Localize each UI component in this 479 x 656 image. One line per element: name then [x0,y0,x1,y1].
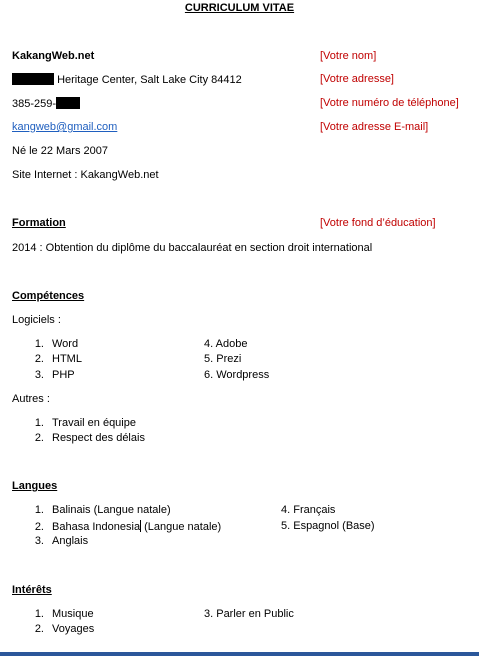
placeholder-phone: [Votre numéro de téléphone] [320,97,459,109]
placeholder-education: [Votre fond d’éducation] [320,217,436,229]
list-item: 5. Prezi [204,353,242,365]
birth-date: Né le 22 Mars 2007 [12,145,108,157]
list-item: 3. Anglais [34,535,89,547]
list-item: 4. Français [281,504,336,516]
logiciels-label: Logiciels : [12,314,61,326]
list-item: 2. HTML [34,353,82,365]
list-item: 1. Travail en équipe [34,417,136,429]
formation-heading: Formation [12,217,66,229]
address-text: Heritage Center, Salt Lake City 84412 [57,74,242,86]
interets-heading: Intérêts [12,584,52,596]
placeholder-address: [Votre adresse] [320,73,394,85]
formation-entry: 2014 : Obtention du diplôme du baccalauréat en section droit international [12,242,373,254]
list-item: 2. Voyages [34,623,95,635]
list-item: 2. Respect des délais [34,432,145,444]
phone-line [12,97,80,111]
redacted-block [12,73,54,85]
competences-heading: Compétences [12,290,85,302]
phone-prefix: 385-259- [12,98,57,110]
list-item: 1. Musique [34,608,94,620]
redacted-block [56,97,80,109]
placeholder-name: [Votre nom] [320,50,377,62]
autres-label: Autres : [12,393,50,405]
list-item: 2. Bahasa Indonesia (Langue natale) [34,521,222,533]
list-item: 1. Word [34,338,79,350]
list-item: 3. Parler en Public [204,608,294,620]
list-item: 3. PHP [34,369,75,381]
list-item: 1. Balinais (Langue natale) [34,504,171,516]
list-item: 6. Wordpress [204,369,270,381]
document-title: CURRICULUM VITAE [184,2,295,14]
bottom-rule [0,652,479,656]
website-line: Site Internet : KakangWeb.net [12,169,159,181]
list-item: 5. Espagnol (Base) [281,520,375,532]
langues-heading: Langues [12,480,58,492]
email-link[interactable]: kangweb@gmail.com [12,121,118,133]
placeholder-email: [Votre adresse E-mail] [320,121,429,133]
cv-name: KakangWeb.net [12,50,95,62]
list-item: 4. Adobe [204,338,248,350]
address-line [12,73,242,87]
